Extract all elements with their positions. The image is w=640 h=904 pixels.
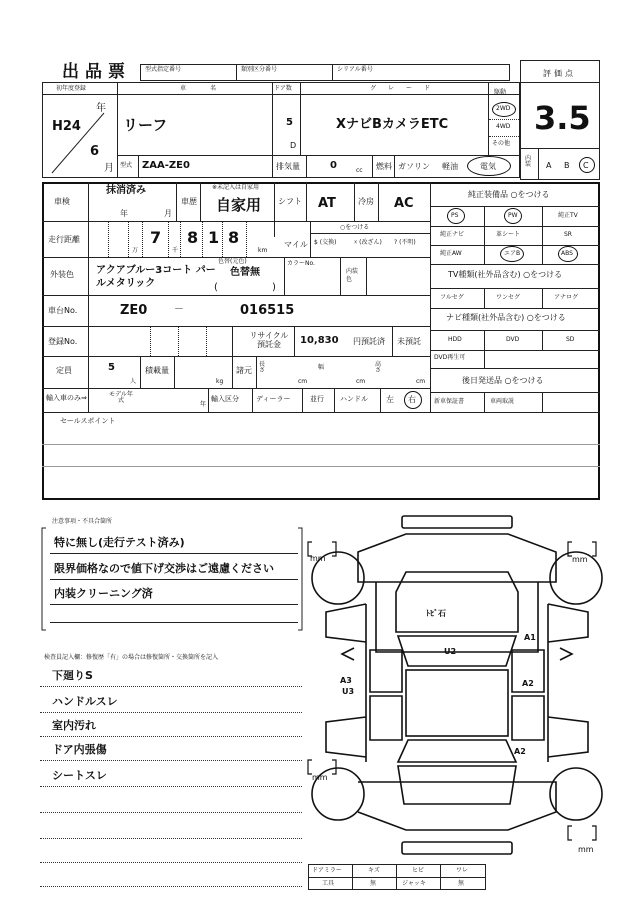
width-label: 幅 (318, 364, 325, 371)
equip-tv: 純正TV (558, 212, 578, 219)
recycle-label: リサイクル預託金 (249, 331, 289, 349)
meter-exchange: $ (交換) (314, 239, 337, 246)
doors-label: ドア数 (274, 85, 292, 92)
handle-right: 右 (408, 395, 416, 404)
equip-sr: SR (564, 231, 572, 238)
car-name-label: 車名 (180, 85, 241, 92)
month-unit: 月 (104, 163, 114, 174)
navi-dvd: DVD (506, 336, 520, 343)
length-cm: cm (298, 378, 308, 385)
mileage-sen: 千 (172, 247, 179, 254)
inspector-line-4: ドア内張傷 (52, 743, 107, 756)
first-reg-year: H24 (52, 119, 81, 134)
inspector-line-3: 室内汚れ (52, 719, 96, 732)
inspection-label: 車検 (54, 197, 70, 206)
recycle-status: 円預託済 (353, 337, 385, 346)
mileage-digit-3: 1 (208, 228, 220, 247)
fuel-diesel: 軽油 (442, 162, 458, 171)
damage-label-a1: A1 (524, 633, 536, 642)
displacement-label: 排気量 (276, 162, 300, 171)
note-line-2: 限界価格なので値下げ交渉はご遠慮ください (54, 562, 274, 575)
form-number-box (140, 64, 510, 81)
tv-oneseg: ワンセグ (496, 294, 521, 301)
shift-label: シフト (278, 197, 302, 206)
drive-other: その他 (492, 140, 511, 147)
dvd-label: DVD再生可 (434, 354, 466, 361)
legend-value-1: 工具 (322, 880, 335, 887)
fuel-gasoline: ガソリン (398, 162, 430, 171)
legend-header-2: キズ (368, 867, 380, 874)
form-label-class: 類別区分番号 (241, 66, 278, 73)
form-label-type: 型式指定番号 (145, 66, 182, 73)
inspector-line-5: シートスレ (52, 769, 107, 782)
mm-label-1: mm (310, 554, 326, 563)
tv-fullseg: フルセグ (440, 294, 464, 301)
page-title: 出品票 (62, 62, 131, 82)
mm-label-2: mm (572, 555, 588, 564)
history-note: ※未記入は自家用 (212, 184, 260, 191)
model-year-label: モデル年式 (109, 391, 133, 404)
mileage-digit-4: 8 (228, 228, 240, 247)
import-label: 輸入車のみ⇒ (46, 394, 87, 402)
score-label: 評価点 (543, 69, 576, 78)
mile-label: マイル (284, 240, 308, 249)
equip-airbag: エアB (504, 250, 521, 257)
interior-c: C (583, 161, 589, 170)
capacity-label: 定員 (56, 366, 72, 375)
tv-title: TV種類(社外品含む) ○をつける (448, 270, 563, 279)
recycle-value: 10,830 (300, 335, 339, 346)
equip-ps: PS (451, 212, 459, 219)
navi-hdd: HDD (448, 336, 462, 343)
height-cm: cm (416, 378, 426, 385)
mileage-km: km (258, 247, 268, 254)
meter-note: ○をつける (340, 224, 370, 231)
dims-label: 諸元 (236, 366, 252, 375)
mileage-label: 走行距離 (48, 235, 80, 244)
paren-close: ) (272, 282, 276, 293)
accessory-manual: 車両取説 (490, 398, 515, 405)
drive-label: 駆動 (494, 89, 507, 96)
fuel-electric: 電気 (480, 162, 496, 171)
sales-point-label: セールスポイント (60, 417, 116, 425)
recycle-not: 未預託 (397, 337, 421, 346)
legend-header-1: ドアミラー (312, 867, 342, 874)
color-no-label: カラーNo. (287, 260, 315, 267)
navi-title: ナビ種類(社外品含む) ○をつける (446, 313, 566, 322)
displacement-value: 0 (330, 160, 337, 171)
chassis-value-2: 016515 (240, 303, 295, 318)
mm-label-4: mm (578, 845, 594, 854)
model-label: 型式 (120, 162, 133, 169)
inspector-title: 検査員記入欄：修復歴「有」の場合は修復箇所・交換箇所を記入 (44, 654, 219, 661)
legend-header-3: ヒビ (412, 867, 425, 874)
score-value: 3.5 (534, 99, 591, 137)
interior-b: B (564, 161, 570, 170)
paren-open: ( (214, 282, 218, 293)
handle-left: 左 (386, 395, 394, 404)
history-value: 自家用 (216, 196, 262, 214)
legend-header-4: ワレ (456, 867, 469, 874)
damage-label-a2-front: A2 (522, 679, 534, 688)
note-line-1: 特に無し(走行テスト済み) (54, 536, 185, 549)
car-name-value: リーフ (123, 116, 168, 134)
legend-value-2: 無 (370, 880, 377, 887)
doors-d: D (290, 141, 297, 150)
inspection-value: 抹消済み (106, 185, 146, 196)
first-reg-label: 初年度登録 (56, 85, 87, 92)
ac-label: 冷房 (358, 197, 374, 206)
navi-sd: SD (566, 336, 575, 343)
equip-abs: ABS (561, 250, 573, 257)
notes-title: 注意事項・不具合箇所 (52, 518, 113, 525)
tv-analog: アナログ (554, 294, 579, 301)
model-value: ZAA-ZE0 (142, 160, 190, 171)
inspector-line-2: ハンドルスレ (52, 695, 118, 708)
shift-value: AT (318, 196, 336, 211)
legend-value-3: ジャッキ (402, 880, 426, 887)
import-dealer: ディーラー (256, 395, 291, 403)
drive-2wd: 2WD (496, 105, 511, 112)
equip-navi: 純正ナビ (440, 231, 465, 238)
first-reg-month: 6 (90, 144, 100, 159)
equip-aw: 純正AW (440, 250, 462, 257)
equip-leather: 革シート (496, 231, 521, 238)
doors-value: 5 (286, 117, 293, 128)
color-change-value: 色替無 (230, 267, 260, 278)
import-parallel: 並行 (310, 395, 324, 403)
chassis-label: 車台No. (48, 306, 78, 315)
inspection-month-unit: 月 (164, 209, 172, 218)
import-div-label: 輸入区分 (211, 395, 239, 403)
damage-label-u3: U3 (342, 687, 355, 696)
legend-value-4: 無 (458, 880, 465, 887)
interior-a: A (546, 161, 552, 170)
regno-label: 登録No. (48, 337, 78, 346)
color-value: アクアブルー3コート パールメタリック (96, 265, 216, 289)
mm-label-3: mm (312, 773, 328, 782)
grade-label: グレード (370, 85, 443, 92)
interior-color-label: 内装色 (346, 268, 359, 283)
height-label: 高さ (375, 361, 382, 374)
fuel-label: 燃料 (376, 162, 392, 171)
accessory-title: 後日発送品 ○をつける (462, 376, 544, 385)
meter-unknown: ? (不明) (394, 239, 416, 246)
inspector-line-1: 下廻りS (52, 669, 93, 682)
ac-value: AC (394, 196, 414, 211)
capacity-value: 5 (108, 362, 115, 373)
interior-label: 内装 (525, 155, 532, 168)
chassis-dash: － (174, 304, 184, 315)
load-label: 積載量 (145, 366, 169, 375)
year-unit: 年 (96, 103, 106, 114)
drive-4wd: 4WD (496, 123, 511, 130)
inspection-year-unit: 年 (120, 209, 128, 218)
load-unit: kg (216, 378, 224, 385)
grade-value: XナビBカメラETC (336, 117, 449, 132)
equipment-title: 純正装備品 ○をつける (468, 190, 550, 199)
color-label: 外装色 (50, 270, 74, 279)
handle-label: ハンドル (340, 395, 368, 403)
accessory-warranty: 新車保証書 (434, 398, 465, 405)
meter-tampered: ☓ (改ざん) (354, 239, 382, 246)
mileage-digit-1: 7 (150, 228, 162, 247)
damage-label-a2-rear: A2 (514, 747, 526, 756)
damage-label-u2: U2 (444, 647, 457, 656)
width-cm: cm (356, 378, 366, 385)
form-label-serial: シリアル番号 (337, 66, 373, 73)
history-label: 車歴 (181, 197, 197, 206)
capacity-unit: 人 (130, 378, 137, 385)
damage-label-tobiishi: ﾄﾋﾞ石 (426, 609, 446, 618)
damage-label-a3: A3 (340, 676, 352, 685)
chassis-value-1: ZE0 (120, 303, 148, 318)
model-year-unit: 年 (200, 401, 207, 408)
note-line-3: 内装クリーニング済 (54, 587, 153, 600)
length-label: 長さ (259, 361, 266, 374)
mileage-man: 万 (132, 247, 139, 254)
color-change-label: 色替(元色) (218, 258, 247, 265)
mileage-digit-2: 8 (187, 228, 199, 247)
displacement-unit: cc (356, 167, 363, 174)
equip-pw: PW (508, 212, 518, 219)
